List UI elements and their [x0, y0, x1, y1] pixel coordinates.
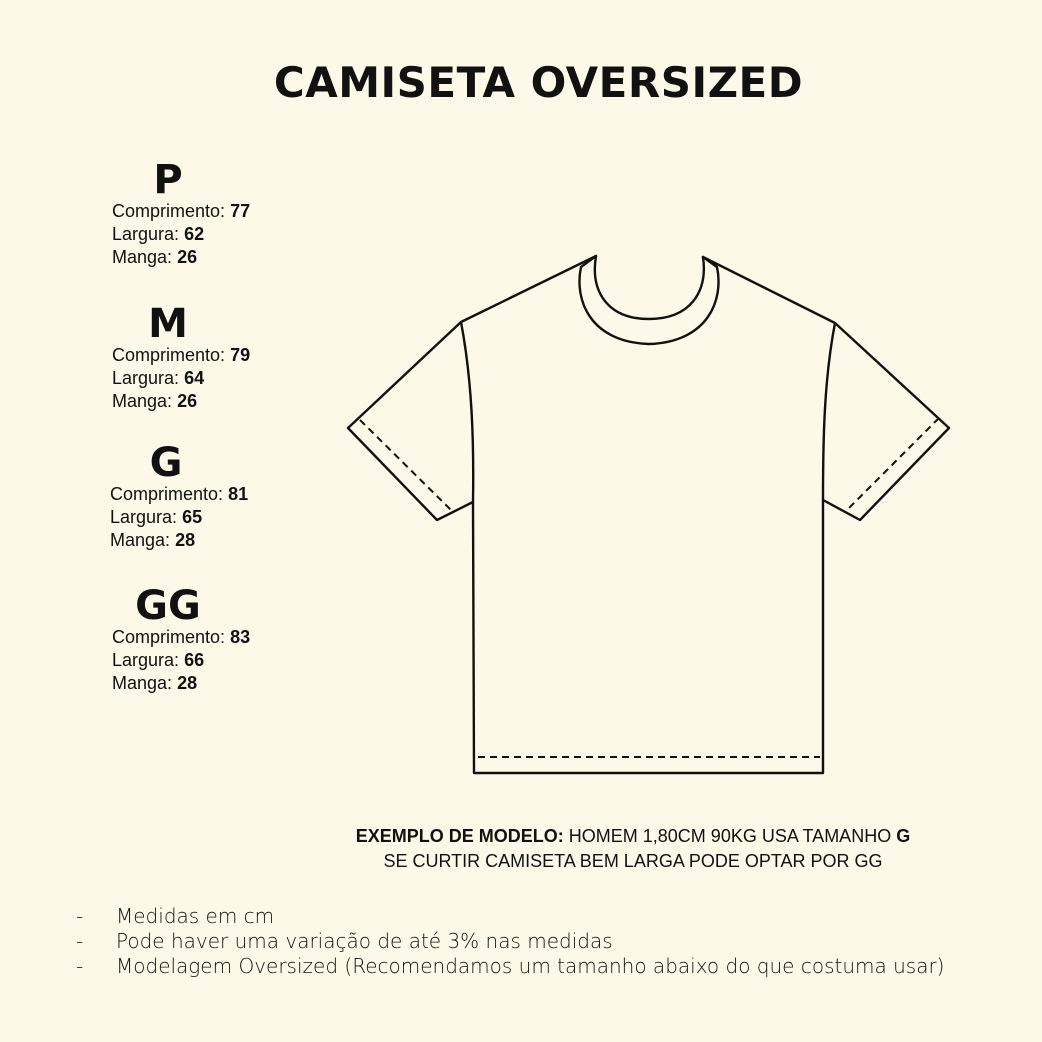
example-line-2: SE CURTIR CAMISETA BEM LARGA PODE OPTAR POR GG — [383, 851, 883, 871]
model-example — [300, 824, 966, 874]
size-letter: GG — [135, 583, 201, 629]
dash: - — [76, 904, 84, 928]
sleeve-label: Manga: — [110, 530, 171, 550]
note-text: Medidas em cm — [116, 904, 275, 928]
width-value: 66 — [184, 650, 205, 670]
length-value: 79 — [230, 345, 251, 365]
sleeve-value: 28 — [175, 530, 196, 550]
dash: - — [76, 929, 84, 953]
shirt-body-outline — [348, 256, 949, 773]
shirt-right-side — [823, 323, 835, 500]
note-text: Pode haver uma variação de até 3% nas medidas — [116, 929, 613, 953]
list-item — [76, 929, 944, 954]
width-value: 65 — [182, 507, 203, 527]
example-label: EXEMPLO DE MODELO: — [355, 826, 564, 846]
size-letter: G — [149, 440, 183, 486]
sleeve-value: 26 — [177, 247, 198, 267]
size-letter: P — [153, 157, 183, 203]
note-text: Modelagem Oversized (Recomendamos um tamanho abaixo do que costuma usar) — [116, 954, 945, 978]
width-label: Largura: — [112, 224, 180, 244]
dash: - — [76, 954, 84, 978]
length-value: 77 — [230, 201, 251, 221]
width-value: 62 — [184, 224, 205, 244]
length-label: Comprimento: — [110, 484, 224, 504]
page-title: CAMISETA OVERSIZED — [273, 58, 804, 107]
sleeve-label: Manga: — [112, 247, 173, 267]
example-size: G — [896, 826, 911, 846]
shirt-left-side — [461, 322, 473, 502]
length-label: Comprimento: — [112, 627, 226, 647]
example-text: HOMEM 1,80CM 90KG USA TAMANHO — [563, 826, 897, 846]
sleeve-label: Manga: — [112, 391, 173, 411]
length-label: Comprimento: — [112, 201, 226, 221]
size-letter: M — [148, 301, 188, 347]
width-label: Largura: — [110, 507, 178, 527]
example-line-1 — [300, 824, 966, 849]
list-item — [76, 904, 944, 929]
width-value: 64 — [184, 368, 205, 388]
length-value: 83 — [230, 627, 251, 647]
collar-outer — [579, 256, 718, 344]
left-sleeve-stitch — [360, 420, 453, 512]
sleeve-value: 28 — [177, 673, 198, 693]
list-item — [76, 954, 944, 979]
width-label: Largura: — [112, 368, 180, 388]
sleeve-value: 26 — [177, 391, 198, 411]
length-label: Comprimento: — [112, 345, 226, 365]
sleeve-label: Manga: — [112, 673, 173, 693]
collar-inner — [595, 256, 704, 319]
notes-list — [76, 904, 944, 979]
length-value: 81 — [228, 484, 249, 504]
width-label: Largura: — [112, 650, 180, 670]
right-sleeve-stitch — [845, 418, 939, 512]
